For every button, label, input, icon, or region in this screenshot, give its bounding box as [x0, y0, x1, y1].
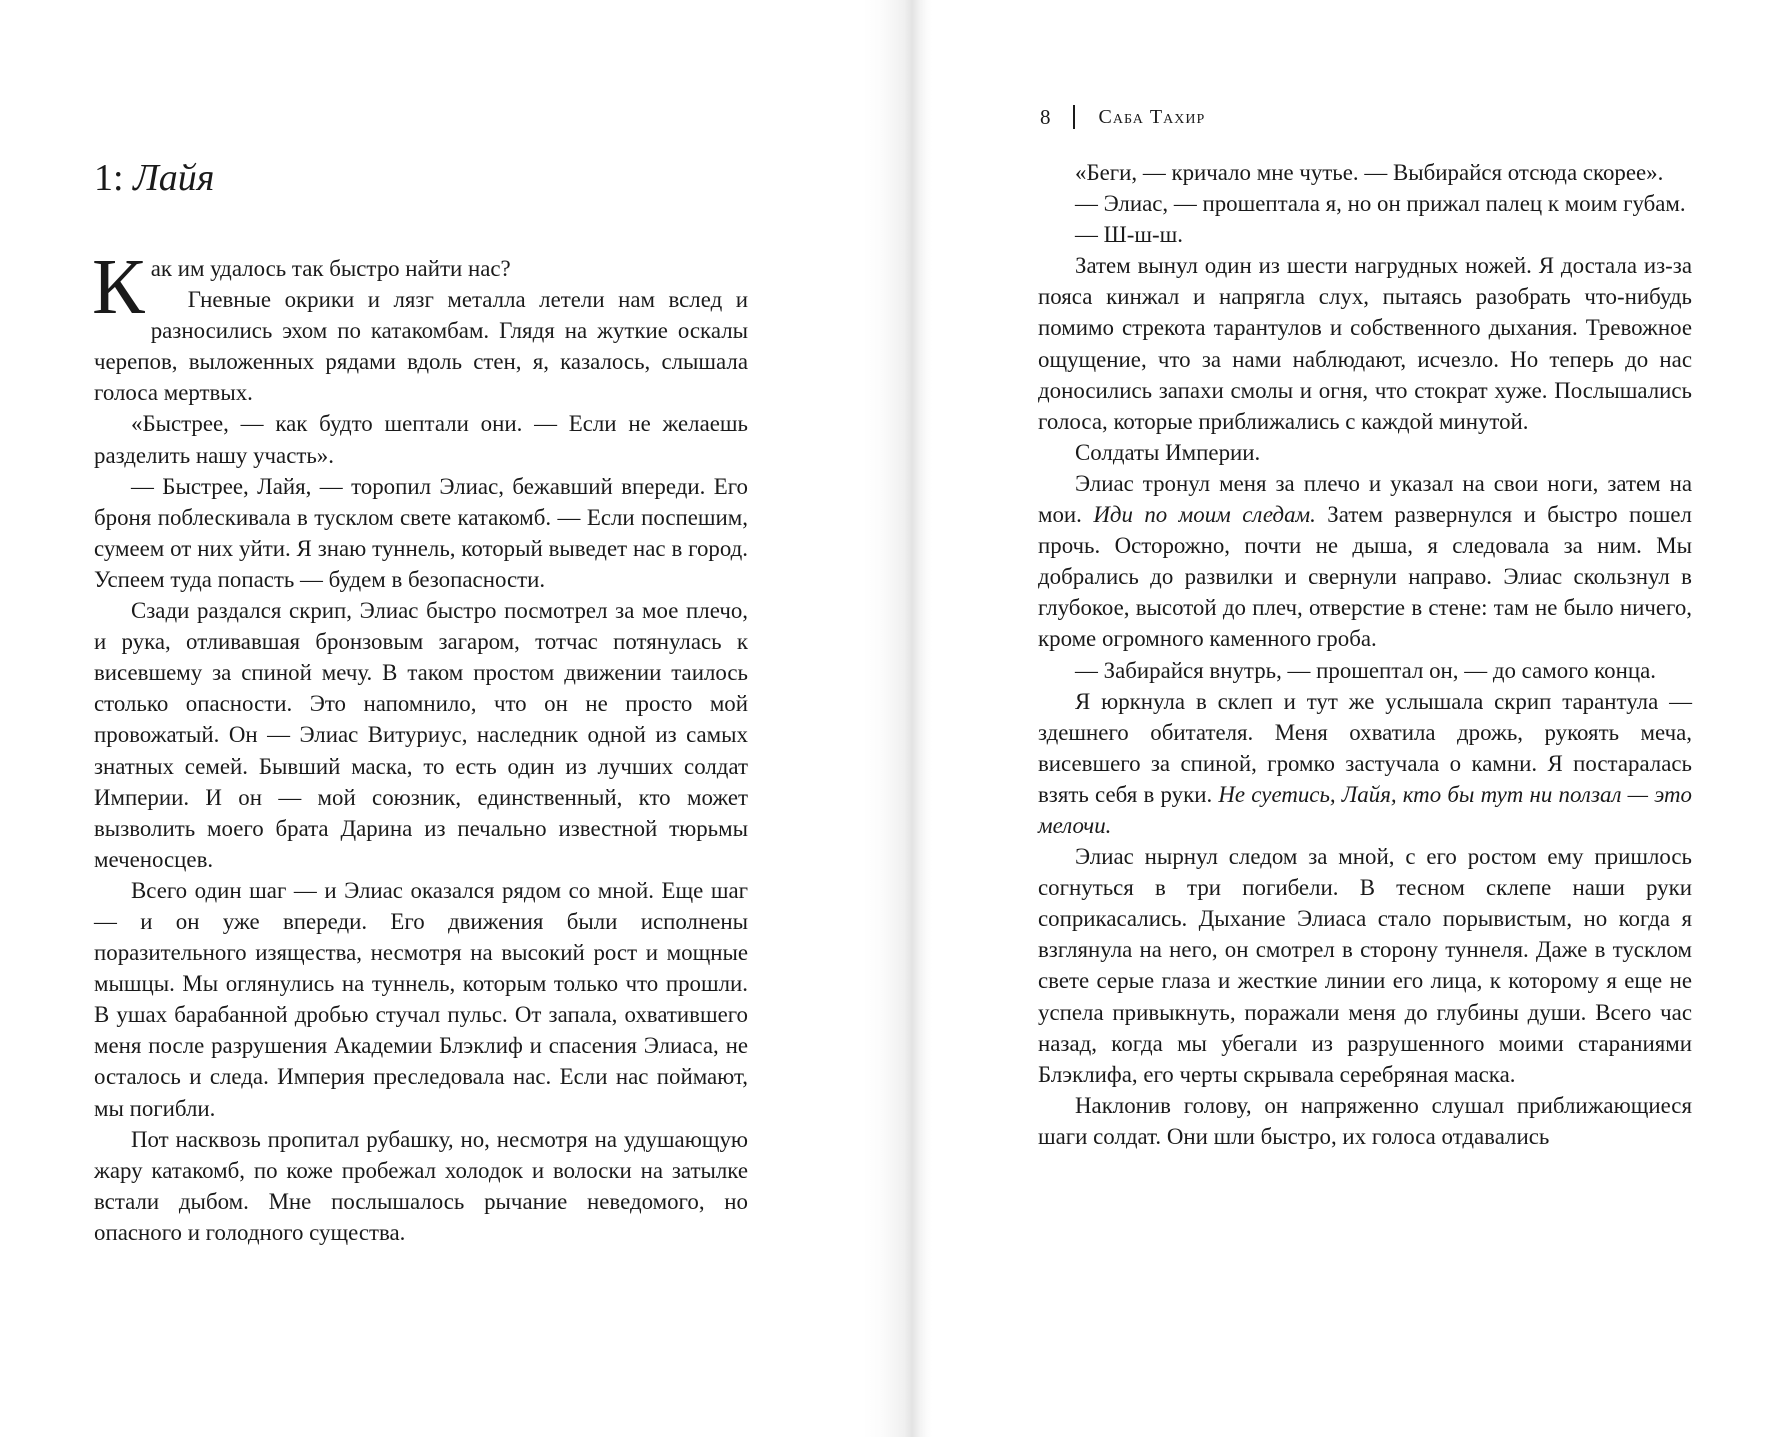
paragraph: — Ш-ш-ш.	[1075, 222, 1183, 248]
paragraph: — Забирайся внутрь, — прошептал он, — до самого конца.	[1075, 657, 1656, 683]
page-number: 8	[1040, 104, 1051, 129]
text-run: Элиас тронул меня за плечо и указал на свои ноги, затем на мои.	[1038, 470, 1692, 528]
paragraph: «Беги, — кричало мне чутье. — Выбирайся отсюда скорее».	[1075, 160, 1664, 185]
right-page-text	[1038, 157, 1692, 1152]
paragraph	[1038, 686, 1692, 841]
paragraph: Затем вынул один из шести нагрудных ножей. Я достала из-за пояса кинжал и напрягла слух, пытаясь разобрать что-нибудь помимо стрекота тарантулов и собственного дыхания. Тревожное ощущение, что за нами наблюдают, исчезло. Но теперь до нас доносились запахи смолы и огня, что стократ хуже. Послышались голоса, которые приближались с каждой минутой.	[1038, 253, 1692, 434]
italic-phrase: Не суетись, Лайя, кто бы тут ни ползал — это мелочи.	[1038, 781, 1692, 838]
running-head-divider	[1073, 105, 1075, 129]
chapter-name: Лайя	[133, 157, 215, 199]
running-head	[1040, 100, 1205, 134]
left-page-text	[92, 244, 748, 1248]
paragraph	[1038, 468, 1692, 655]
left-page	[0, 0, 862, 1437]
chapter-number: 1:	[94, 157, 124, 199]
paragraph	[92, 244, 748, 331]
paragraph: Гневные окрики и лязг металла летели нам вслед и разносились эхом по катакомбам. Глядя на жуткие оскалы черепов, выложенных рядами вдоль стен, я, казалось, слышала голоса мертвых.	[94, 287, 748, 406]
paragraph: — Быстрее, Лайя, — торопил Элиас, бежавший впереди. Его броня поблескивала в тусклом свете катакомб. — Если поспешим, сумеем от них уйти. Я знаю туннель, который выведет нас в город. Успеем туда попасть — будем в безопасности.	[94, 473, 748, 592]
paragraph: Солдаты Империи.	[1075, 439, 1261, 465]
italic-phrase: Иди по моим следам.	[1093, 502, 1316, 528]
right-page	[890, 0, 1779, 1437]
paragraph: Элиас нырнул следом за мной, с его ростом ему пришлось согнуться в три погибели. В тесном склепе наши руки соприкасались. Дыхание Элиаса стало порывистым, но когда я взглянула на него, он смотрел в сторону туннеля. Даже в тусклом свете серые глаза и жесткие линии его лица, к которому я еще не успела привыкнуть, поражали меня до глубины души. Всего час назад, когда мы убегали из разрушенного моими стараниями Блэклифа, его черты скрывала серебряная маска.	[1038, 844, 1692, 1087]
text-run: Я юркнула в склеп и тут же услышала скрип тарантула — здешнего обитателя. Меня охватила дрожь, рукоять меча, висевшего за спиной, громко застучала о камни. Я постаралась взять себя в руки.	[1038, 688, 1692, 807]
author-name: Саба Тахир	[1098, 105, 1206, 128]
paragraph: Пот насквозь пропитал рубашку, но, несмотря на удушающую жару катакомб, по коже пробежал холодок и волоски на затылке встали дыбом. Мне послышалось рычание неведомого, но опасного и голодного существа.	[94, 1126, 748, 1245]
paragraph: Наклонив голову, он напряженно слушал приближающиеся шаги солдат. Они шли быстро, их голоса отдавались	[1038, 1092, 1692, 1149]
paragraph: «Быстрее, — как будто шептали они. — Если не желаешь разделить нашу участь».	[94, 411, 748, 468]
first-line: ак им удалось так быстро найти нас?	[150, 256, 511, 281]
paragraph: Всего один шаг — и Элиас оказался рядом со мной. Еще шаг — и он уже впереди. Его движения были исполнены поразительного изящества, несмотря на высокий рост и мощные мышцы. Мы оглянулись на туннель, которым только что прошли. В ушах барабанной дробью стучал пульс. От запала, охватившего меня после разрушения Академии Блэклиф и спасения Элиаса, не осталось и следа. Империя преследовала нас. Если нас поймают, мы погибли.	[94, 877, 748, 1121]
drop-cap: К	[92, 244, 145, 331]
paragraph: Сзади раздался скрип, Элиас быстро посмотрел за мое плечо, и рука, отливавшая бронзовым загаром, тотчас потянулась к висевшему за спиной мечу. В таком простом движении таилось столько опасности. Это напомнило, что он не просто мой провожатый. Он — Элиас Витуриус, наследник одной из самых знатных семей. Бывший маска, то есть один из лучших солдат Империи. И он — мой союзник, единственный, кто может вызволить моего брата Дарина из печально известной тюрьмы меченосцев.	[94, 598, 748, 872]
paragraph: — Элиас, — прошептала я, но он прижал палец к моим губам.	[1075, 191, 1686, 217]
chapter-title	[94, 150, 214, 206]
text-run: Затем развернулся и быстро пошел прочь. Осторожно, почти не дыша, я следовала за ним. Мы добрались до развилки и свернули направо. Элиас скользнул в глубокое, высотой до плеч, отверстие в стене: там не было ничего, кроме огромного каменного гроба.	[1038, 502, 1692, 652]
